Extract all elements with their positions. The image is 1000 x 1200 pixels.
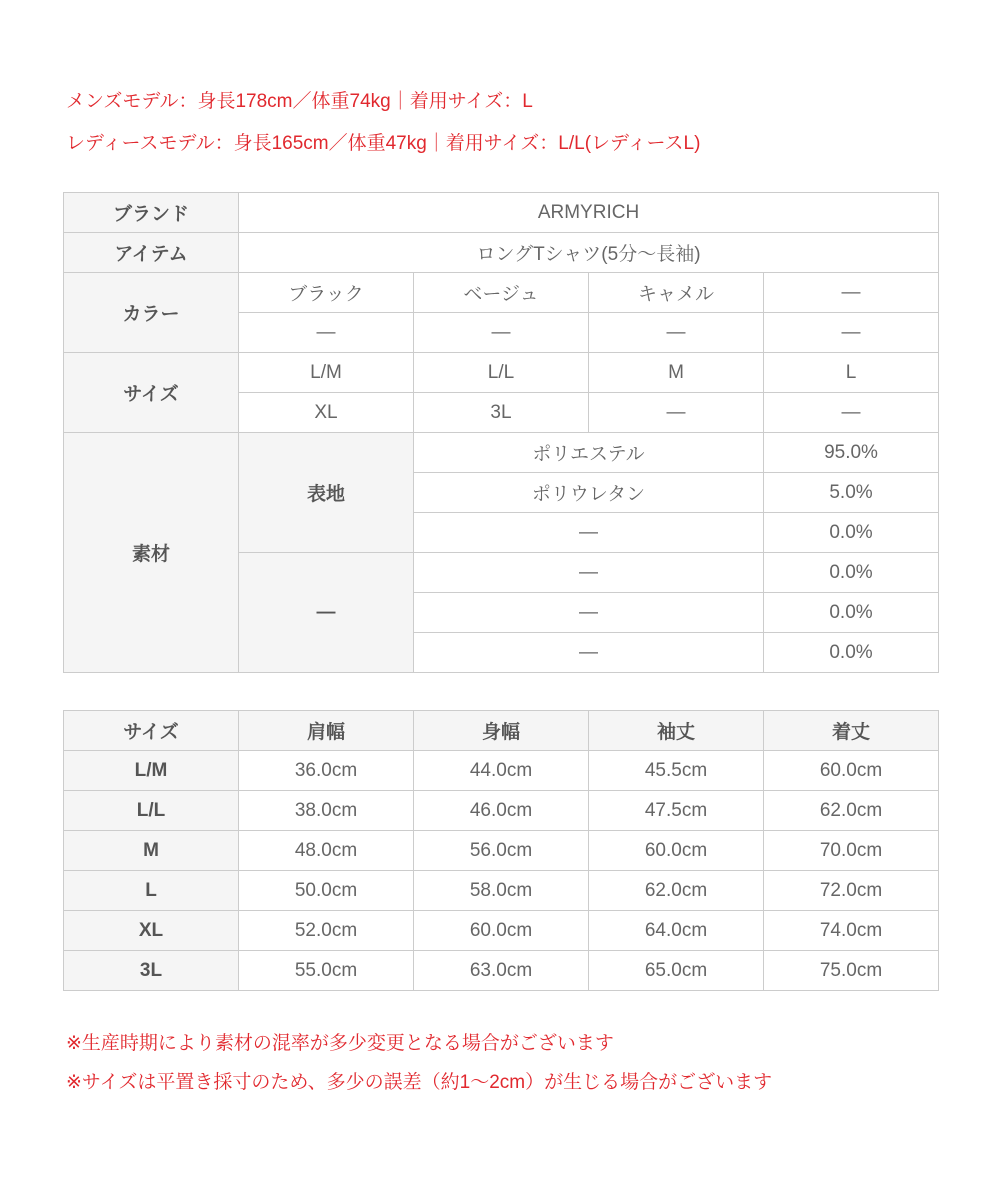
size-value-cell: L/M [239, 353, 414, 393]
color-value-cell: — [589, 313, 764, 353]
color-row [64, 273, 939, 313]
material-name-cell: — [414, 633, 764, 673]
color-value-cell: — [764, 273, 939, 313]
measurement-header-row [64, 711, 939, 751]
measurement-cell: 70.0cm [764, 831, 939, 871]
size-value-cell: 3L [414, 393, 589, 433]
material-name-cell: — [414, 593, 764, 633]
material-name-cell: — [414, 553, 764, 593]
material-ratio-cell: 0.0% [764, 593, 939, 633]
row-size-label: L [64, 871, 239, 911]
measurement-cell: 48.0cm [239, 831, 414, 871]
size-label: サイズ [64, 353, 239, 433]
measurement-cell: 60.0cm [414, 911, 589, 951]
material-ratio-cell: 5.0% [764, 473, 939, 513]
measurement-cell: 38.0cm [239, 791, 414, 831]
brand-label: ブランド [64, 193, 239, 233]
item-label: アイテム [64, 233, 239, 273]
measurement-row [64, 911, 939, 951]
measurement-row [64, 951, 939, 991]
material-name-cell: ポリエステル [414, 433, 764, 473]
material-disclaimer-note: ※生産時期により素材の混率が多少変更となる場合がございます [66, 1033, 614, 1054]
measurement-cell: 56.0cm [414, 831, 589, 871]
measurement-cell: 64.0cm [589, 911, 764, 951]
size-value-cell: — [589, 393, 764, 433]
measurement-cell: 63.0cm [414, 951, 589, 991]
measurement-cell: 75.0cm [764, 951, 939, 991]
measurement-cell: 72.0cm [764, 871, 939, 911]
size-measurement-table [63, 710, 939, 991]
mens-model-info: メンズモデル：身長178cm／体重74kg｜着用サイズ：L [66, 91, 533, 112]
row-size-label: L/L [64, 791, 239, 831]
size-value-cell: L [764, 353, 939, 393]
measurement-cell: 60.0cm [589, 831, 764, 871]
col-header-size: サイズ [64, 711, 239, 751]
row-size-label: M [64, 831, 239, 871]
size-row [64, 353, 939, 393]
measurement-cell: 36.0cm [239, 751, 414, 791]
col-header-shoulder: 肩幅 [239, 711, 414, 751]
material-part-label: — [239, 553, 414, 673]
product-spec-table [63, 192, 939, 673]
measurement-row [64, 831, 939, 871]
measurement-cell: 44.0cm [414, 751, 589, 791]
color-value-cell: ブラック [239, 273, 414, 313]
item-value: ロングTシャツ(5分〜長袖) [239, 233, 939, 273]
color-value-cell: — [764, 313, 939, 353]
measurement-cell: 62.0cm [589, 871, 764, 911]
material-name-cell: — [414, 513, 764, 553]
material-ratio-cell: 0.0% [764, 633, 939, 673]
size-value-cell: M [589, 353, 764, 393]
measurement-row [64, 791, 939, 831]
material-row [64, 433, 939, 473]
measurement-cell: 46.0cm [414, 791, 589, 831]
material-name-cell: ポリウレタン [414, 473, 764, 513]
size-value-cell: XL [239, 393, 414, 433]
material-label: 素材 [64, 433, 239, 673]
ladies-model-info: レディースモデル：身長165cm／体重47kg｜着用サイズ：L/L(レディースL) [66, 133, 701, 154]
material-ratio-cell: 0.0% [764, 553, 939, 593]
model-info-block [66, 88, 700, 172]
col-header-length: 着丈 [764, 711, 939, 751]
measurement-disclaimer-note: ※サイズは平置き採寸のため、多少の誤差（約1〜2cm）が生じる場合がございます [66, 1072, 773, 1093]
measurement-cell: 58.0cm [414, 871, 589, 911]
measurement-cell: 60.0cm [764, 751, 939, 791]
color-value-cell: — [414, 313, 589, 353]
measurement-cell: 65.0cm [589, 951, 764, 991]
material-part-label: 表地 [239, 433, 414, 553]
measurement-row [64, 871, 939, 911]
row-size-label: L/M [64, 751, 239, 791]
disclaimer-notes [66, 1030, 772, 1108]
measurement-cell: 62.0cm [764, 791, 939, 831]
measurement-cell: 74.0cm [764, 911, 939, 951]
material-ratio-cell: 95.0% [764, 433, 939, 473]
size-value-cell: L/L [414, 353, 589, 393]
measurement-cell: 55.0cm [239, 951, 414, 991]
color-label: カラー [64, 273, 239, 353]
color-value-cell: ベージュ [414, 273, 589, 313]
size-value-cell: — [764, 393, 939, 433]
color-value-cell: — [239, 313, 414, 353]
measurement-cell: 45.5cm [589, 751, 764, 791]
item-row [64, 233, 939, 273]
row-size-label: XL [64, 911, 239, 951]
brand-value: ARMYRICH [239, 193, 939, 233]
measurement-row [64, 751, 939, 791]
material-ratio-cell: 0.0% [764, 513, 939, 553]
measurement-cell: 52.0cm [239, 911, 414, 951]
color-value-cell: キャメル [589, 273, 764, 313]
col-header-sleeve: 袖丈 [589, 711, 764, 751]
measurement-cell: 47.5cm [589, 791, 764, 831]
row-size-label: 3L [64, 951, 239, 991]
col-header-body-width: 身幅 [414, 711, 589, 751]
measurement-cell: 50.0cm [239, 871, 414, 911]
brand-row [64, 193, 939, 233]
